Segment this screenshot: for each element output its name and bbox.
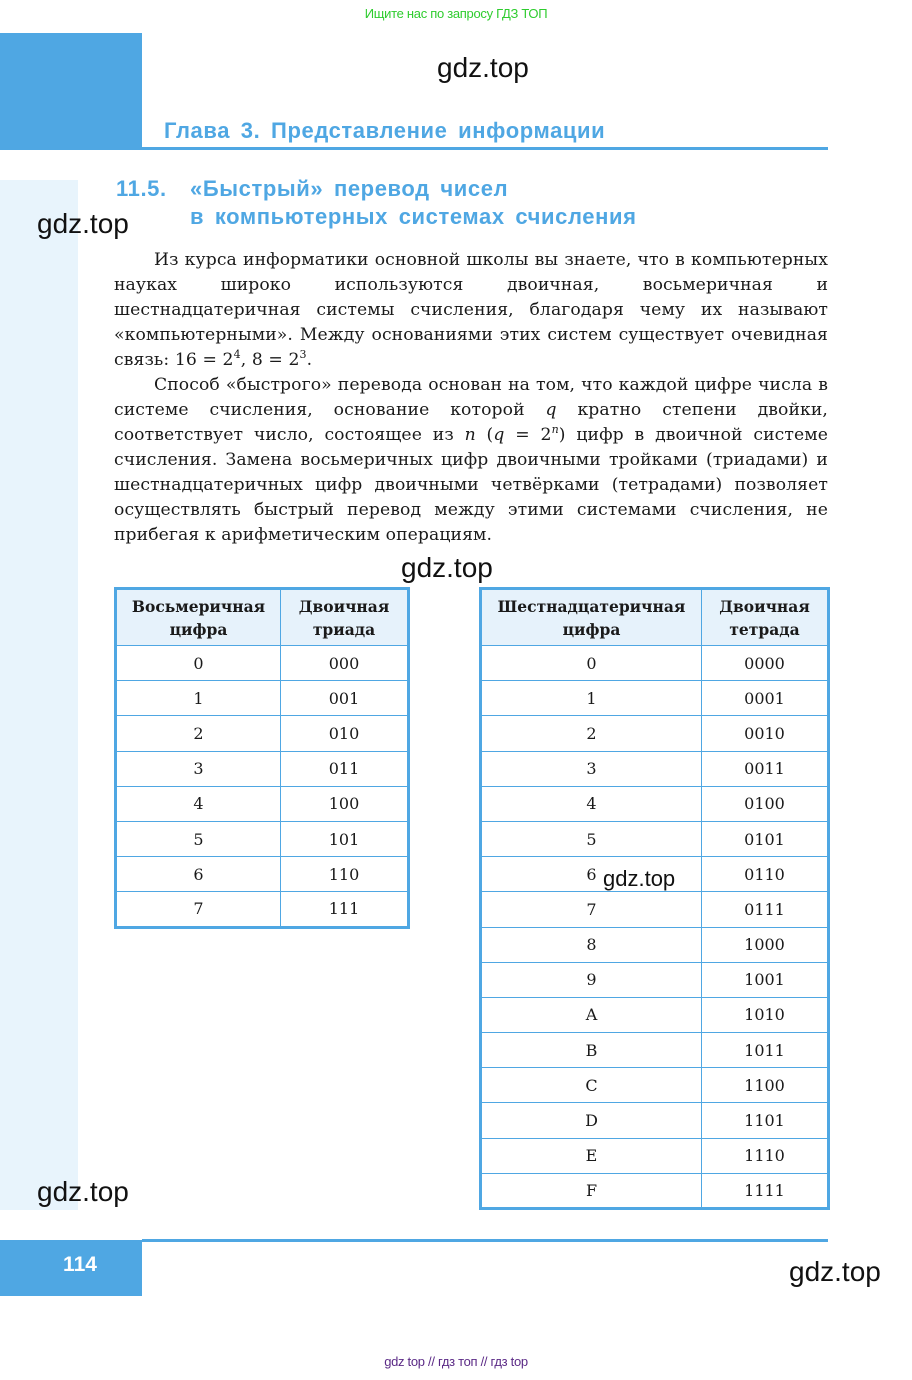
body-text (114, 248, 828, 548)
hex-digit: 6 (481, 857, 702, 892)
octal-digit: 3 (116, 751, 281, 786)
table-row (481, 786, 829, 821)
section-title-line1: «Быстрый» перевод чисел (190, 176, 509, 201)
binary-tetrad: 1101 (702, 1103, 829, 1138)
section-title (116, 175, 637, 231)
binary-tetrad: 1010 (702, 997, 829, 1032)
binary-tetrad: 0100 (702, 786, 829, 821)
paragraph-1: Из курса информатики основной школы вы знаете, что в компьютерных науках широко используются двоичная, восьмеричная и шестнадцатеричная системы счисления, благодаря чему их называют «компьютерными». Между основаниями этих систем существует очевидная связь: $16 = 2^4$, $8 = 2^3$. (114, 250, 828, 370)
hex-digit: 8 (481, 927, 702, 962)
table-row (116, 716, 409, 751)
octal-digit: 5 (116, 821, 281, 856)
table-row (481, 681, 829, 716)
watermark: gdz.top (37, 208, 129, 239)
binary-tetrad: 0000 (702, 646, 829, 681)
hex-digit: E (481, 1138, 702, 1173)
table-row (481, 1138, 829, 1173)
paragraph-2: Способ «быстрого» перевода основан на том, что каждой цифре числа в системе счисления, основание которой q кратно степени двойки, соответствует число, состоящее из n $(q = 2^n)$ цифр в двоичной системе счисления. Замена восьмеричных цифр двоичными тройками (триадами) и шестнадцатеричных цифр двоичными четвёрками (тетрадами) позволяет осуществлять быстрый перевод между этими системами счисления, не прибегая к арифметическим операциям. (114, 375, 829, 545)
binary-tetrad: 0001 (702, 681, 829, 716)
hex-digit: C (481, 1068, 702, 1103)
bottom-links[interactable]: gdz top // гдз топ // гдз top (384, 1354, 528, 1369)
table-row (116, 681, 409, 716)
hex-digit: F (481, 1173, 702, 1208)
octal-digit: 2 (116, 716, 281, 751)
table-row (481, 962, 829, 997)
watermark: gdz.top (437, 52, 529, 83)
binary-triad: 001 (281, 681, 409, 716)
binary-tetrad: 1100 (702, 1068, 829, 1103)
binary-triad: 110 (281, 857, 409, 892)
hex-digit: A (481, 997, 702, 1032)
table-row (481, 997, 829, 1032)
binary-tetrad: 0010 (702, 716, 829, 751)
hex-digit: B (481, 1033, 702, 1068)
hex-digit: 1 (481, 681, 702, 716)
binary-tetrad: 1111 (702, 1173, 829, 1208)
table-row (116, 857, 409, 892)
hex-digit: 4 (481, 786, 702, 821)
table-row (116, 751, 409, 786)
table-row (481, 1173, 829, 1208)
watermark: gdz.top (401, 552, 493, 583)
binary-triad: 101 (281, 821, 409, 856)
hex-digit: 9 (481, 962, 702, 997)
binary-triad: 100 (281, 786, 409, 821)
watermark: gdz.top (37, 1176, 129, 1207)
binary-tetrad: 1110 (702, 1138, 829, 1173)
hex-digit: 7 (481, 892, 702, 927)
column-header: Шестнадцатеричная цифра (481, 589, 702, 646)
page-number: 114 (63, 1253, 97, 1276)
hex-to-binary-table (479, 587, 830, 1210)
binary-tetrad: 0110 (702, 857, 829, 892)
chapter-title: Глава 3. Представление информации (164, 118, 606, 143)
column-header: Двоичная тетрада (702, 589, 829, 646)
hex-digit: 2 (481, 716, 702, 751)
binary-triad: 111 (281, 892, 409, 927)
octal-digit: 4 (116, 786, 281, 821)
table-row (116, 821, 409, 856)
binary-triad: 000 (281, 646, 409, 681)
table-row (481, 716, 829, 751)
table-row (481, 1103, 829, 1138)
binary-tetrad: 1001 (702, 962, 829, 997)
table-row (116, 892, 409, 927)
footer-divider (142, 1239, 828, 1242)
hex-digit: 0 (481, 646, 702, 681)
table-row (481, 751, 829, 786)
binary-triad: 011 (281, 751, 409, 786)
binary-tetrad: 1000 (702, 927, 829, 962)
table-header-row (116, 589, 409, 646)
table-row (481, 646, 829, 681)
table-row (481, 1033, 829, 1068)
binary-tetrad: 1011 (702, 1033, 829, 1068)
column-header: Двоичная триада (281, 589, 409, 646)
table-header-row (481, 589, 829, 646)
hex-digit: 5 (481, 821, 702, 856)
table-row (116, 646, 409, 681)
table-row (481, 927, 829, 962)
hex-digit: 3 (481, 751, 702, 786)
binary-tetrad: 0111 (702, 892, 829, 927)
binary-triad: 010 (281, 716, 409, 751)
octal-digit: 7 (116, 892, 281, 927)
header-divider (142, 147, 828, 150)
section-title-line2: в компьютерных системах счисления (190, 204, 637, 229)
side-margin-strip (0, 180, 78, 1210)
watermark: gdz.top (603, 866, 676, 891)
table-row (481, 1068, 829, 1103)
octal-to-binary-table (114, 587, 410, 929)
top-search-banner: Ищите нас по запросу ГДЗ ТОП (364, 6, 548, 21)
binary-tetrad: 0101 (702, 821, 829, 856)
header-color-block (0, 33, 142, 150)
octal-digit: 0 (116, 646, 281, 681)
watermark: gdz.top (789, 1256, 881, 1287)
table-row (481, 892, 829, 927)
table-row (116, 786, 409, 821)
octal-digit: 6 (116, 857, 281, 892)
column-header: Восьмеричная цифра (116, 589, 281, 646)
section-number: 11.5. (116, 176, 167, 201)
hex-digit: D (481, 1103, 702, 1138)
table-row (481, 821, 829, 856)
octal-digit: 1 (116, 681, 281, 716)
binary-tetrad: 0011 (702, 751, 829, 786)
